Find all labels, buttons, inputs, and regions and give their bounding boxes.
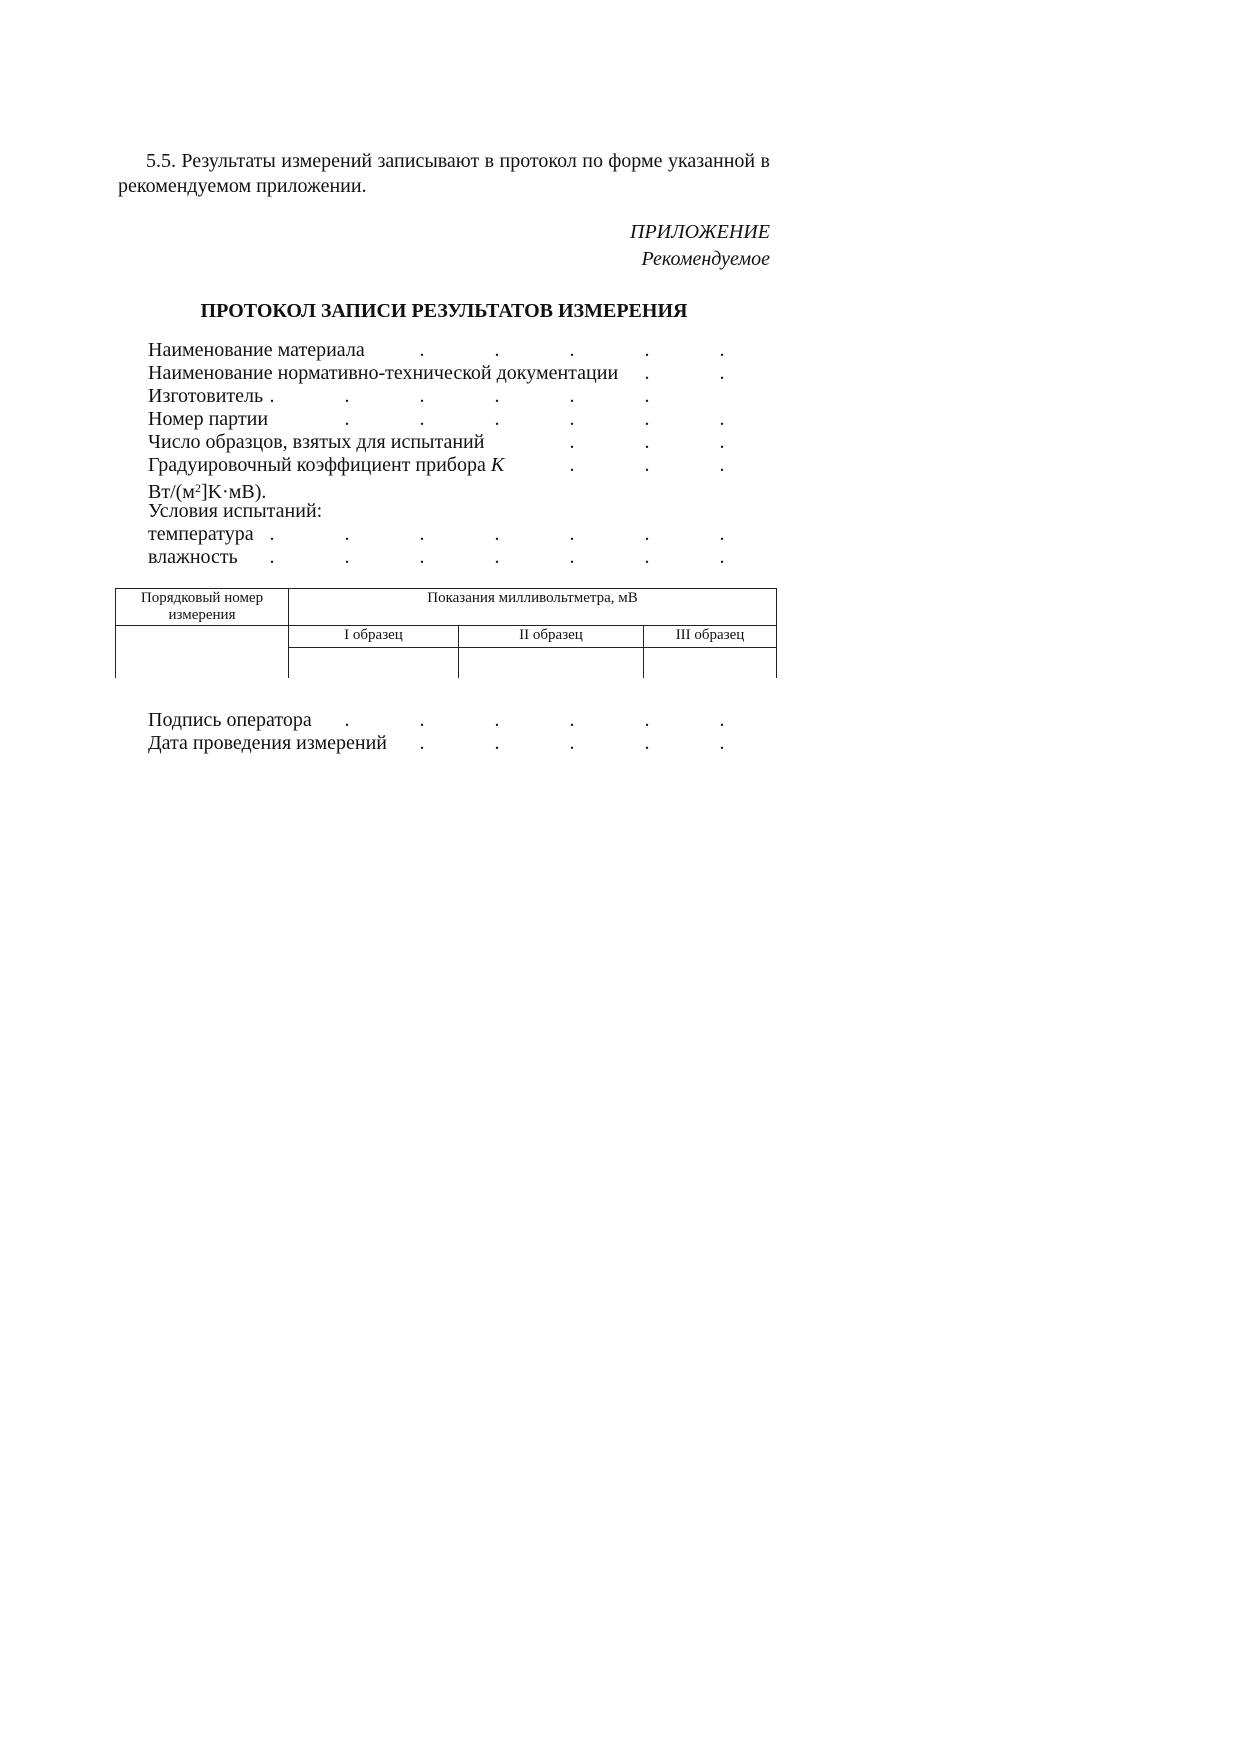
leader-dot: . <box>719 523 725 545</box>
leader-dot: . <box>494 339 500 361</box>
field-batch: Номер партии <box>148 408 269 430</box>
leader-dot: . <box>569 709 575 731</box>
leader-dot: . <box>644 732 650 754</box>
leader-dot: . <box>419 385 425 407</box>
field-unit <box>148 476 267 503</box>
field-operator-signature: Подпись оператора <box>148 709 312 731</box>
table-header-row <box>116 589 777 626</box>
field-material: Наименование материала <box>148 339 365 361</box>
field-coefficient <box>148 453 504 477</box>
leader-dot: . <box>719 732 725 754</box>
leader-dot: . <box>644 454 650 476</box>
appendix-label: ПРИЛОЖЕНИЕ <box>630 221 770 243</box>
leader-dot: . <box>719 408 725 430</box>
header-millivoltmeter-readings: Показания милливольтметра, мВ <box>289 589 777 626</box>
header-sample-2: II образец <box>459 626 644 648</box>
leader-dot: . <box>419 546 425 568</box>
leader-dot: . <box>494 732 500 754</box>
leader-dot: . <box>719 546 725 568</box>
header-sample-1: I образец <box>289 626 459 648</box>
leader-dot: . <box>719 339 725 361</box>
measurement-number-cell <box>116 626 289 678</box>
field-humidity: влажность <box>148 546 238 568</box>
leader-dot: . <box>644 523 650 545</box>
leader-dot: . <box>644 362 650 384</box>
leader-dot: . <box>494 523 500 545</box>
coefficient-symbol: K <box>490 454 505 476</box>
field-ntd: Наименование нормативно-технической документации <box>148 362 619 384</box>
unit-part-a: Вт/(м <box>148 481 195 503</box>
leader-dot: . <box>419 408 425 430</box>
field-manufacturer: Изготовитель <box>148 385 264 407</box>
leader-dot: . <box>644 546 650 568</box>
unit-part-b: ]K·мВ). <box>200 481 267 503</box>
leader-dot: . <box>719 431 725 453</box>
leader-dot: . <box>569 523 575 545</box>
leader-dot: . <box>419 709 425 731</box>
leader-dot: . <box>569 454 575 476</box>
leader-dot: . <box>344 408 350 430</box>
leader-dot: . <box>644 339 650 361</box>
sample-2-value-cell <box>459 648 644 678</box>
clause-5-5: 5.5. Результаты измерений записывают в протокол по форме указанной в рекомендуемом приложении. <box>118 150 770 197</box>
leader-dot: . <box>494 709 500 731</box>
leader-dot: . <box>344 385 350 407</box>
protocol-title: ПРОТОКОЛ ЗАПИСИ РЕЗУЛЬТАТОВ ИЗМЕРЕНИЯ <box>200 300 688 322</box>
leader-dot: . <box>419 523 425 545</box>
leader-dot: . <box>719 454 725 476</box>
appendix-heading <box>630 219 770 273</box>
appendix-type: Рекомендуемое <box>641 248 770 270</box>
leader-dot: . <box>569 546 575 568</box>
leader-dot: . <box>344 546 350 568</box>
leader-dot: . <box>644 385 650 407</box>
leader-dot: . <box>419 732 425 754</box>
field-measurement-date: Дата проведения измерений <box>148 732 388 754</box>
leader-dot: . <box>644 431 650 453</box>
leader-dot: . <box>269 523 275 545</box>
leader-dot: . <box>569 385 575 407</box>
leader-dot: . <box>494 385 500 407</box>
leader-dot: . <box>719 362 725 384</box>
leader-dot: . <box>569 339 575 361</box>
field-temperature: температура <box>148 523 254 545</box>
leader-dot: . <box>644 709 650 731</box>
leader-dot: . <box>719 709 725 731</box>
leader-dot: . <box>644 408 650 430</box>
coefficient-label: Градуировочный коэффициент прибора <box>148 454 491 476</box>
header-measurement-number: Порядковый номер измерения <box>116 589 289 626</box>
sample-1-value-cell <box>289 648 459 678</box>
leader-dot: . <box>269 546 275 568</box>
field-conditions: Условия испытаний: <box>148 500 323 522</box>
header-sample-3: III образец <box>644 626 777 648</box>
table-subheader-row <box>116 626 777 648</box>
leader-dot: . <box>344 523 350 545</box>
unit-exponent: 2 <box>194 481 201 495</box>
leader-dot: . <box>269 385 275 407</box>
leader-dot: . <box>344 709 350 731</box>
field-samples: Число образцов, взятых для испытаний <box>148 431 485 453</box>
results-table <box>115 588 777 678</box>
sample-3-value-cell <box>644 648 777 678</box>
leader-dot: . <box>494 408 500 430</box>
leader-dot: . <box>569 732 575 754</box>
leader-dot: . <box>419 339 425 361</box>
leader-dot: . <box>569 408 575 430</box>
leader-dot: . <box>569 431 575 453</box>
leader-dot: . <box>494 546 500 568</box>
